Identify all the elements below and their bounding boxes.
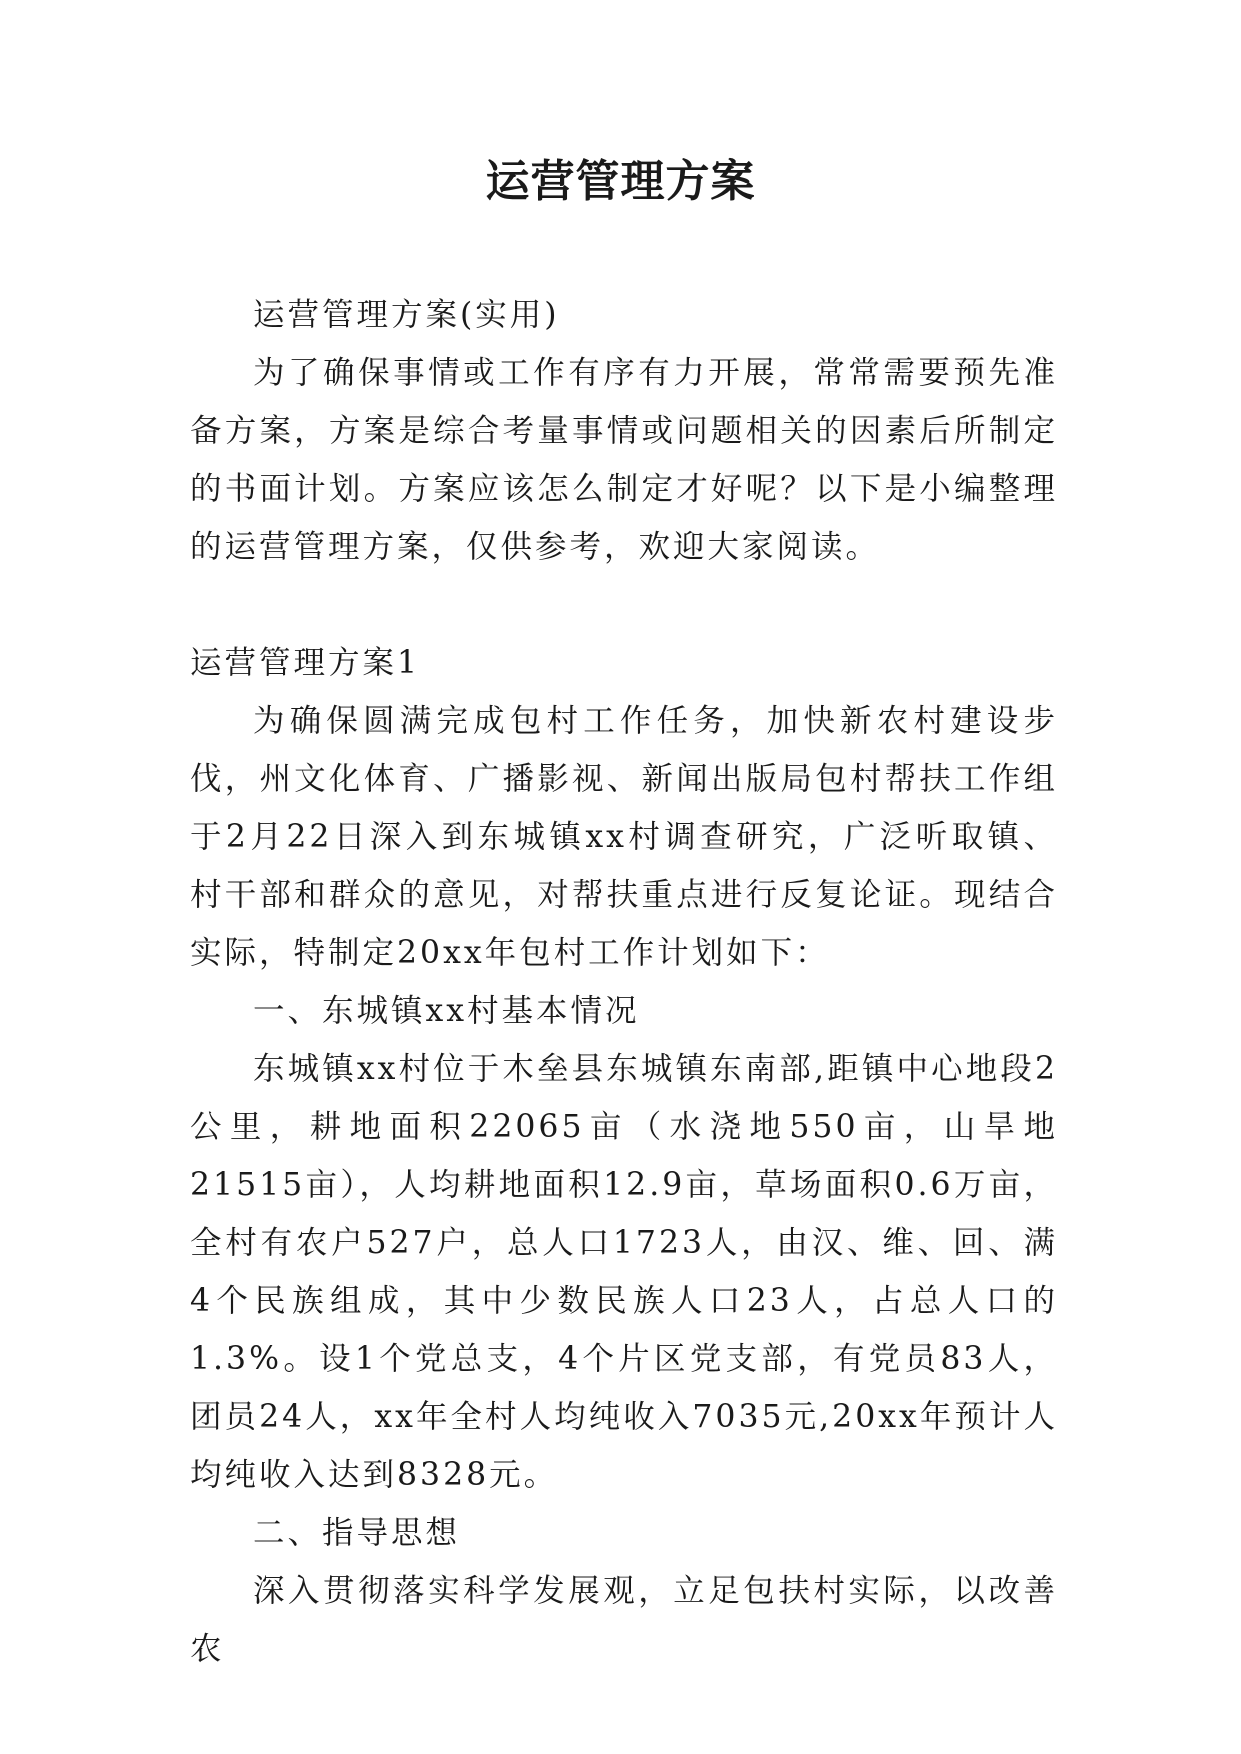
document-title: 运营管理方案 bbox=[485, 156, 756, 207]
section-heading: 运营管理方案1 bbox=[190, 645, 421, 681]
subsection-heading: 二、指导思想 bbox=[253, 1515, 461, 1551]
document-body bbox=[190, 286, 1058, 1678]
intro-paragraph: 为了确保事情或工作有序有力开展，常常需要预先准备方案，方案是综合考量事情或问题相关的因素后所制定的书面计划。方案应该怎么制定才好呢？以下是小编整理的运营管理方案，仅供参考，欢迎大家阅读。 bbox=[190, 355, 1058, 565]
paragraph-spacer bbox=[190, 576, 1058, 634]
body-paragraph: 为确保圆满完成包村工作任务，加快新农村建设步伐，州文化体育、广播影视、新闻出版局包村帮扶工作组于2月22日深入到东城镇xx村调查研究，广泛听取镇、村干部和群众的意见，对帮扶重点进行反复论证。现结合实际，特制定20xx年包村工作计划如下： bbox=[190, 703, 1058, 971]
body-paragraph: 深入贯彻落实科学发展观，立足包扶村实际，以改善农 bbox=[190, 1573, 1058, 1667]
subsection-heading: 一、东城镇xx村基本情况 bbox=[253, 993, 640, 1029]
subtitle-paragraph: 运营管理方案(实用) bbox=[253, 297, 560, 333]
body-paragraph: 东城镇xx村位于木垒县东城镇东南部,距镇中心地段2公里，耕地面积22065亩（水浇地550亩，山旱地21515亩），人均耕地面积12.9亩，草场面积0.6万亩，全村有农户527户，总人口1723人，由汉、维、回、满4个民族组成，其中少数民族人口23人，占总人口的1.3%。设1个党总支，4个片区党支部，有党员83人，团员24人，xx年全村人均纯收入7035元,20xx年预计人均纯收入达到8328元。 bbox=[190, 1051, 1058, 1493]
